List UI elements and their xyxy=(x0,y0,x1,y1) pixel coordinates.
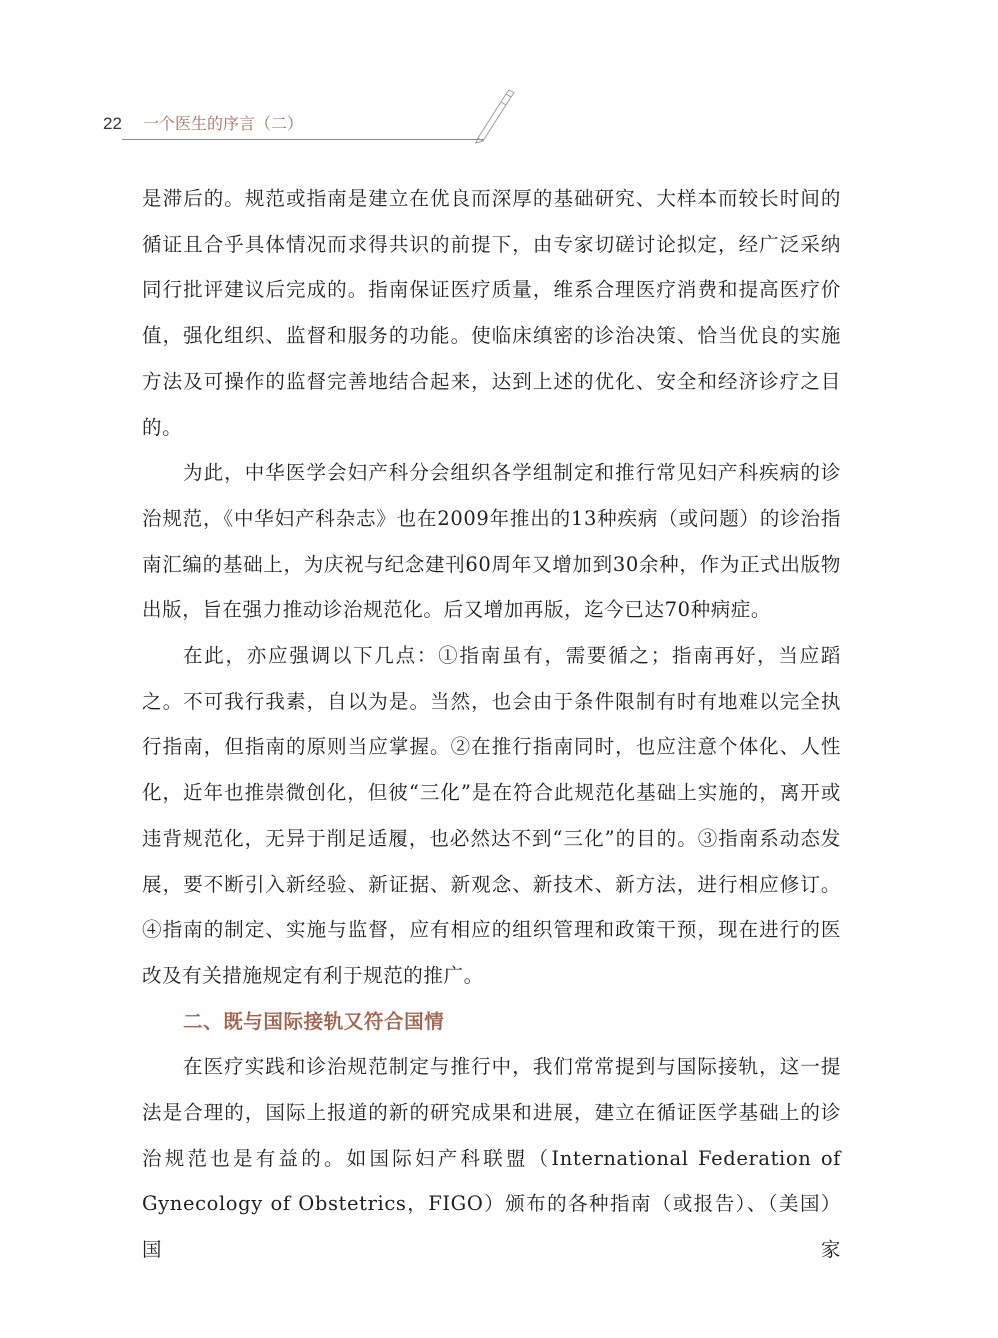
pen-icon xyxy=(470,88,516,144)
page-number: 22 xyxy=(103,114,122,133)
section-heading: 二、既与国际接轨又符合国情 xyxy=(183,1009,445,1033)
running-title: 一个医生的序言（二） xyxy=(143,114,304,133)
paragraph-1: 是滞后的。规范或指南是建立在优良而深厚的基础研究、大样本而较长时间的循证且合乎具体情况而求得共识的前提下，由专家切磋讨论拟定，经广泛采纳同行批评建议后完成的。指南保证医疗质量，维系合理医疗消费和提高医疗价值，强化组织、监督和服务的功能。使临床缜密的诊治决策、恰当优良的实施方法及可操作的监督完善地结合起来，达到上述的优化、安全和经济诊疗之目的。 xyxy=(142,187,841,439)
paragraph-3: 在此，亦应强调以下几点：①指南虽有，需要循之；指南再好，当应蹈之。不可我行我素，自以为是。当然，也会由于条件限制有时有地难以完全执行指南，但指南的原则当应掌握。②在推行指南同时，也应注意个体化、人性化，近年也推崇微创化，但彼“三化”是在符合此规范化基础上实施的，离开或违背规范化，无异于削足适履，也必然达不到“三化”的目的。③指南系动态发展，要不断引入新经验、新证据、新观念、新技术、新方法，进行相应修订。④指南的制定、实施与监督，应有相应的组织管理和政策干预，现在进行的医改及有关措施规定有利于规范的推广。 xyxy=(142,644,841,987)
running-header xyxy=(103,112,523,138)
header-rule xyxy=(122,139,484,140)
paragraph-4: 在医疗实践和诊治规范制定与推行中，我们常常提到与国际接轨，这一提法是合理的，国际上报道的新的研究成果和进展，建立在循证医学基础上的诊治规范也是有益的。如国际妇产科联盟（International Federation of Gynecology of Obstetrics，FIGO）颁布的各种指南（或报告）、（美国）国家 xyxy=(142,1055,841,1262)
body-text xyxy=(142,176,841,1273)
paragraph-2: 为此，中华医学会妇产科分会组织各学组制定和推行常见妇产科疾病的诊治规范，《中华妇产科杂志》也在2009年推出的13种疾病（或问题）的诊治指南汇编的基础上，为庆祝与纪念建刊60周年又增加到30余种，作为正式出版物出版，旨在强力推动诊治规范化。后又增加再版，迄今已达70种病症。 xyxy=(142,461,841,622)
